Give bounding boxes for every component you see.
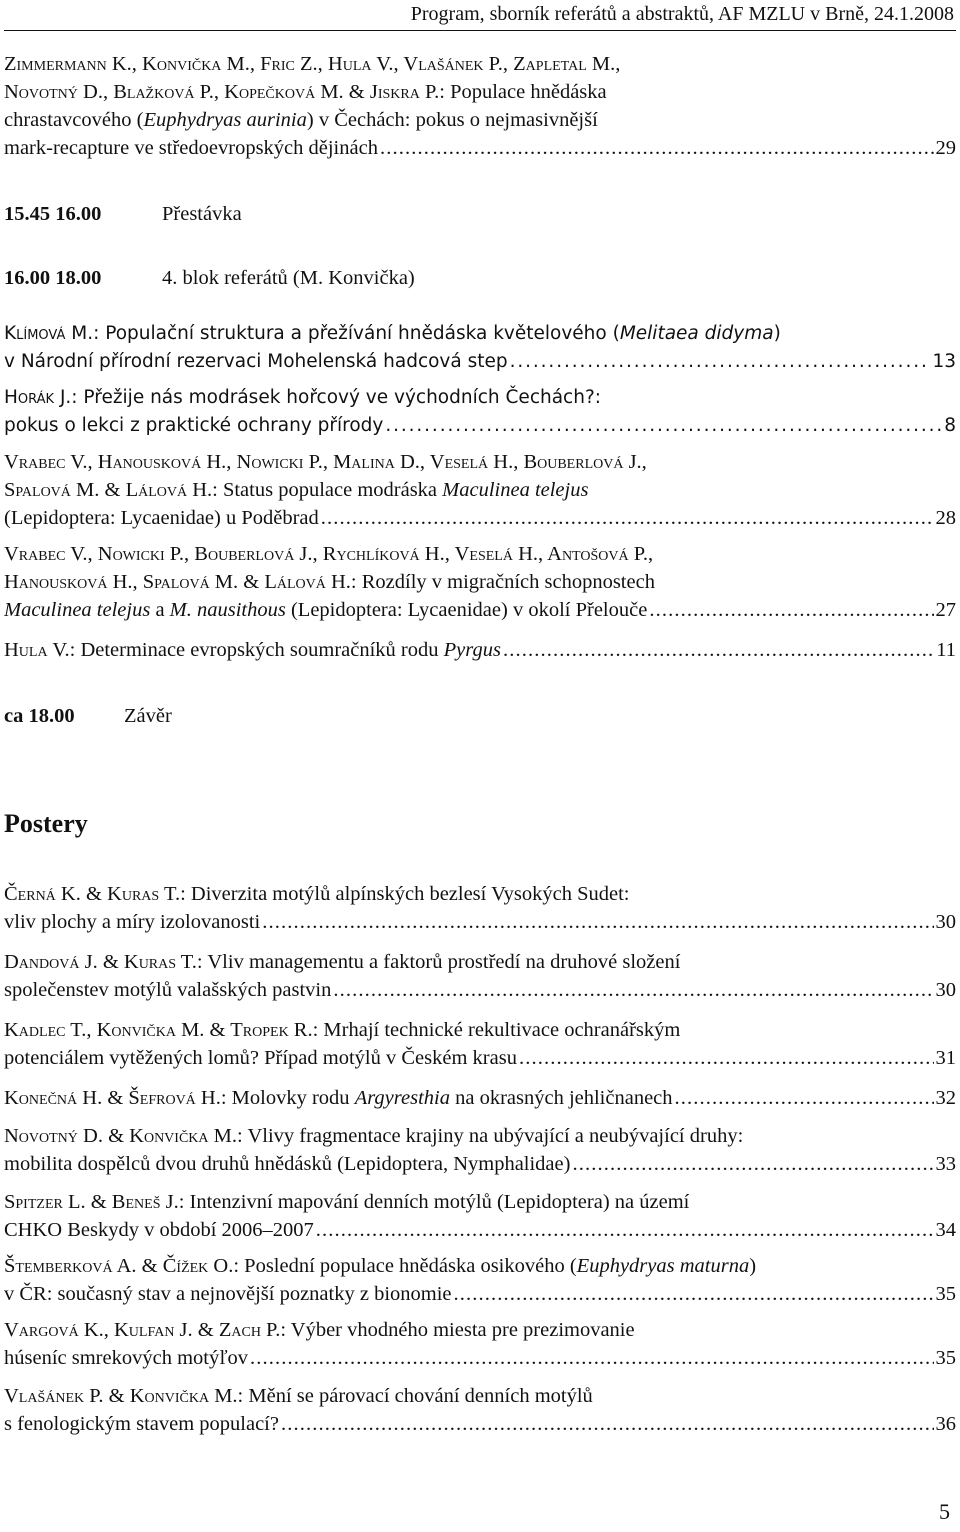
entry-line: [4, 1122, 956, 1150]
entry-line: [4, 1084, 956, 1112]
entry-title: [4, 1084, 673, 1112]
entry-title: : Vlivy fragmentace krajiny na ubývající a neubývající druhy:: [237, 1125, 744, 1147]
dot-leader: [262, 908, 933, 936]
section-title-posters: Postery: [4, 809, 88, 838]
entry-page-number: 35: [935, 1283, 956, 1305]
entry-line: [4, 1280, 956, 1308]
entry-line: [4, 540, 956, 568]
entry-title: chrastavcového (: [4, 109, 144, 131]
entry-authors: Spalová M. & Lálová H.: [4, 479, 213, 501]
entry-title: (Lepidoptera: Lycaenidae) u Poděbrad: [4, 507, 319, 529]
toc-entry-horak: [4, 384, 956, 440]
entry-line: [4, 1016, 956, 1044]
entry-line: [4, 412, 956, 440]
dot-leader: [572, 1150, 933, 1178]
entry-authors: Kadlec T., Konvička M. & Tropek R.: [4, 1019, 313, 1041]
poster-entry: [4, 880, 956, 936]
entry-title: húseníc smrekových motýľov: [4, 1347, 249, 1369]
entry-line: [4, 504, 956, 532]
entry-title-part: : Molovky rodu: [220, 1087, 355, 1109]
entry-title: : Intenzivní mapování denních motýlů (Lepidoptera) na území: [178, 1191, 690, 1213]
entry-title: : Výber vhodného miesta pre prezimovanie: [280, 1319, 635, 1341]
schedule-label: Závěr: [124, 705, 172, 727]
entry-line: [4, 476, 956, 504]
dot-leader: [321, 504, 934, 532]
entry-title-part: : Determinace evropských soumračníků rodu: [69, 639, 444, 661]
entry-page-number: 30: [935, 979, 956, 1001]
entry-line: [4, 1382, 956, 1410]
entry-authors: Dandová J. & Kuras T.: [4, 951, 197, 973]
dot-leader: [454, 1280, 934, 1308]
entry-title: potenciálem vytěžených lomů? Případ motýlů v Českém krasu: [4, 1047, 517, 1069]
entry-line: [4, 1252, 956, 1280]
schedule-label: Přestávka: [162, 203, 242, 225]
running-header: Program, sborník referátů a abstraktů, AF MZLU v Brně, 24.1.2008: [410, 3, 954, 25]
entry-page-number: 32: [935, 1087, 956, 1109]
species-name: M. nausithous: [169, 599, 286, 621]
entry-title: : Diverzita motýlů alpínských bezlesí Vysokých Sudet:: [180, 883, 630, 905]
entry-title: s fenologickým stavem populací?: [4, 1413, 279, 1435]
dot-leader: [385, 412, 942, 440]
entry-authors: Vlašánek P. & Konvička M.: [4, 1385, 238, 1407]
entry-page-number: 34: [935, 1219, 956, 1241]
entry-title: CHKO Beskydy v období 2006–2007: [4, 1219, 314, 1241]
toc-entry-vrabec-2: [4, 540, 956, 624]
dot-leader: [649, 596, 933, 624]
entry-page-number: 8: [944, 415, 956, 436]
dot-leader: [333, 976, 933, 1004]
dot-leader: [380, 134, 934, 162]
entry-title: v Národní přírodní rezervaci Mohelenská hadcová step: [4, 351, 508, 372]
entry-page-number: 27: [935, 599, 956, 621]
entry-line: [4, 880, 956, 908]
schedule-time: 16.00 18.00: [4, 267, 102, 289]
entry-line: [4, 976, 956, 1004]
entry-authors: Zimmermann K., Konvička M., Fric Z., Hula V., Vlašánek P., Zapletal M.,: [4, 53, 621, 75]
entry-title: : Poslední populace hnědáska osikového (: [233, 1255, 577, 1277]
entry-authors: Horák J.: [4, 387, 72, 408]
schedule-time: ca 18.00: [4, 705, 75, 727]
dot-leader: [510, 348, 931, 376]
dot-leader: [316, 1216, 934, 1244]
toc-entry-zimmermann: [4, 50, 956, 162]
entry-authors: Spitzer L. & Beneš J.: [4, 1191, 179, 1213]
poster-entry: [4, 1016, 956, 1072]
entry-title: : Populace hnědáska: [439, 81, 607, 103]
species-name: Pyrgus: [443, 639, 501, 661]
entry-line: [4, 384, 956, 412]
entry-authors: Novotný D., Blažková P., Kopečková M. & Jiskra P.: [4, 81, 440, 103]
entry-title: : Přežije nás modrásek hořcový ve východních Čechách?:: [71, 387, 601, 408]
entry-page-number: 35: [935, 1347, 956, 1369]
poster-entry: [4, 1252, 956, 1308]
entry-authors: Klímová M.: [4, 323, 94, 344]
entry-line: [4, 1216, 956, 1244]
entry-line: [4, 78, 956, 106]
entry-title: : Populační struktura a přežívání hnědáska květelového (: [93, 323, 620, 344]
entry-title-part: na okrasných jehličnanech: [449, 1087, 673, 1109]
poster-entry: [4, 1084, 956, 1112]
entry-line: [4, 1344, 956, 1372]
toc-entry-klimova: [4, 320, 956, 376]
entry-authors: Hanousková H., Spalová M. & Lálová H.: [4, 571, 351, 593]
entry-title: mobilita dospělců dvou druhů hnědásků (Lepidoptera, Nymphalidae): [4, 1153, 571, 1175]
entry-line: [4, 636, 956, 664]
entry-authors: Hula V.: [4, 639, 70, 661]
schedule-label: 4. blok referátů (M. Konvička): [162, 267, 415, 289]
entry-authors: Štemberková A. & Čížek O.: [4, 1255, 234, 1277]
toc-entry-vrabec-1: [4, 448, 956, 532]
entry-title: společenstev motýlů valašských pastvin: [4, 979, 332, 1001]
entry-authors: Černá K. & Kuras T.: [4, 883, 181, 905]
entry-title: vliv plochy a míry izolovanosti: [4, 911, 261, 933]
entry-authors: Vargová K., Kulfan J. & Zach P.: [4, 1319, 281, 1341]
entry-authors: Vrabec V., Hanousková H., Nowicki P., Malina D., Veselá H., Bouberlová J.,: [4, 451, 647, 473]
entry-title: : Vliv managementu a faktorů prostředí na druhové složení: [196, 951, 681, 973]
entry-line: [4, 106, 956, 134]
entry-page-number: 11: [936, 639, 956, 661]
poster-entry: [4, 1316, 956, 1372]
entry-page-number: 29: [935, 137, 956, 159]
entry-title-part: a: [150, 599, 170, 621]
dot-leader: [281, 1410, 934, 1438]
entry-title: [4, 636, 501, 664]
entry-title: pokus o lekci z praktické ochrany přírody: [4, 415, 384, 436]
species-name: Melitaea didyma: [619, 323, 774, 344]
entry-page-number: 33: [935, 1153, 956, 1175]
species-name: Argyresthia: [354, 1087, 450, 1109]
entry-title: ): [749, 1255, 757, 1277]
entry-page-number: 36: [935, 1413, 956, 1435]
entry-authors: Vrabec V., Nowicki P., Bouberlová J., Rychlíková H., Veselá H., Antošová P.,: [4, 543, 654, 565]
header-rule: [4, 30, 956, 31]
entry-line: [4, 50, 956, 78]
entry-line: [4, 448, 956, 476]
entry-title: ) v Čechách: pokus o nejmasivnější: [306, 109, 598, 131]
entry-title-part: (Lepidoptera: Lycaenidae) v okolí Přelouče: [285, 599, 648, 621]
entry-line: [4, 568, 956, 596]
entry-title: : Status populace modráska: [212, 479, 443, 501]
entry-line: [4, 948, 956, 976]
toc-entry-hula: [4, 636, 956, 664]
page-number: 5: [939, 1499, 950, 1524]
entry-title: : Mrhají technické rekultivace ochranářským: [312, 1019, 681, 1041]
schedule-time: 15.45 16.00: [4, 203, 102, 225]
dot-leader: [250, 1344, 933, 1372]
species-name: Maculinea telejus: [4, 599, 151, 621]
entry-page-number: 31: [935, 1047, 956, 1069]
entry-authors: Konečná H. & Šefrová H.: [4, 1087, 221, 1109]
species-name: Maculinea telejus: [442, 479, 589, 501]
entry-line: [4, 1188, 956, 1216]
poster-entry: [4, 1122, 956, 1178]
entry-line: [4, 1150, 956, 1178]
entry-line: [4, 1316, 956, 1344]
entry-line: [4, 596, 956, 624]
entry-line: [4, 134, 956, 162]
poster-entry: [4, 1188, 956, 1244]
poster-entry: [4, 948, 956, 1004]
entry-title: mark-recapture ve středoevropských dějinách: [4, 137, 378, 159]
entry-line: [4, 320, 956, 348]
entry-line: [4, 1044, 956, 1072]
dot-leader: [675, 1084, 934, 1112]
entry-line: [4, 908, 956, 936]
entry-page-number: 13: [932, 351, 956, 372]
entry-title: v ČR: současný stav a nejnovější poznatky z bionomie: [4, 1283, 452, 1305]
species-name: Euphydryas aurinia: [143, 109, 307, 131]
species-name: Euphydryas maturna: [576, 1255, 750, 1277]
poster-entry: [4, 1382, 956, 1438]
entry-line: [4, 348, 956, 376]
entry-page-number: 30: [935, 911, 956, 933]
dot-leader: [519, 1044, 934, 1072]
entry-title: [4, 596, 647, 624]
entry-title: : Rozdíly v migračních schopnostech: [350, 571, 655, 593]
entry-title: ): [773, 323, 781, 344]
entry-authors: Novotný D. & Konvička M.: [4, 1125, 237, 1147]
entry-title: : Mění se párovací chování denních motýlů: [237, 1385, 593, 1407]
entry-line: [4, 1410, 956, 1438]
entry-page-number: 28: [935, 507, 956, 529]
dot-leader: [503, 636, 934, 664]
